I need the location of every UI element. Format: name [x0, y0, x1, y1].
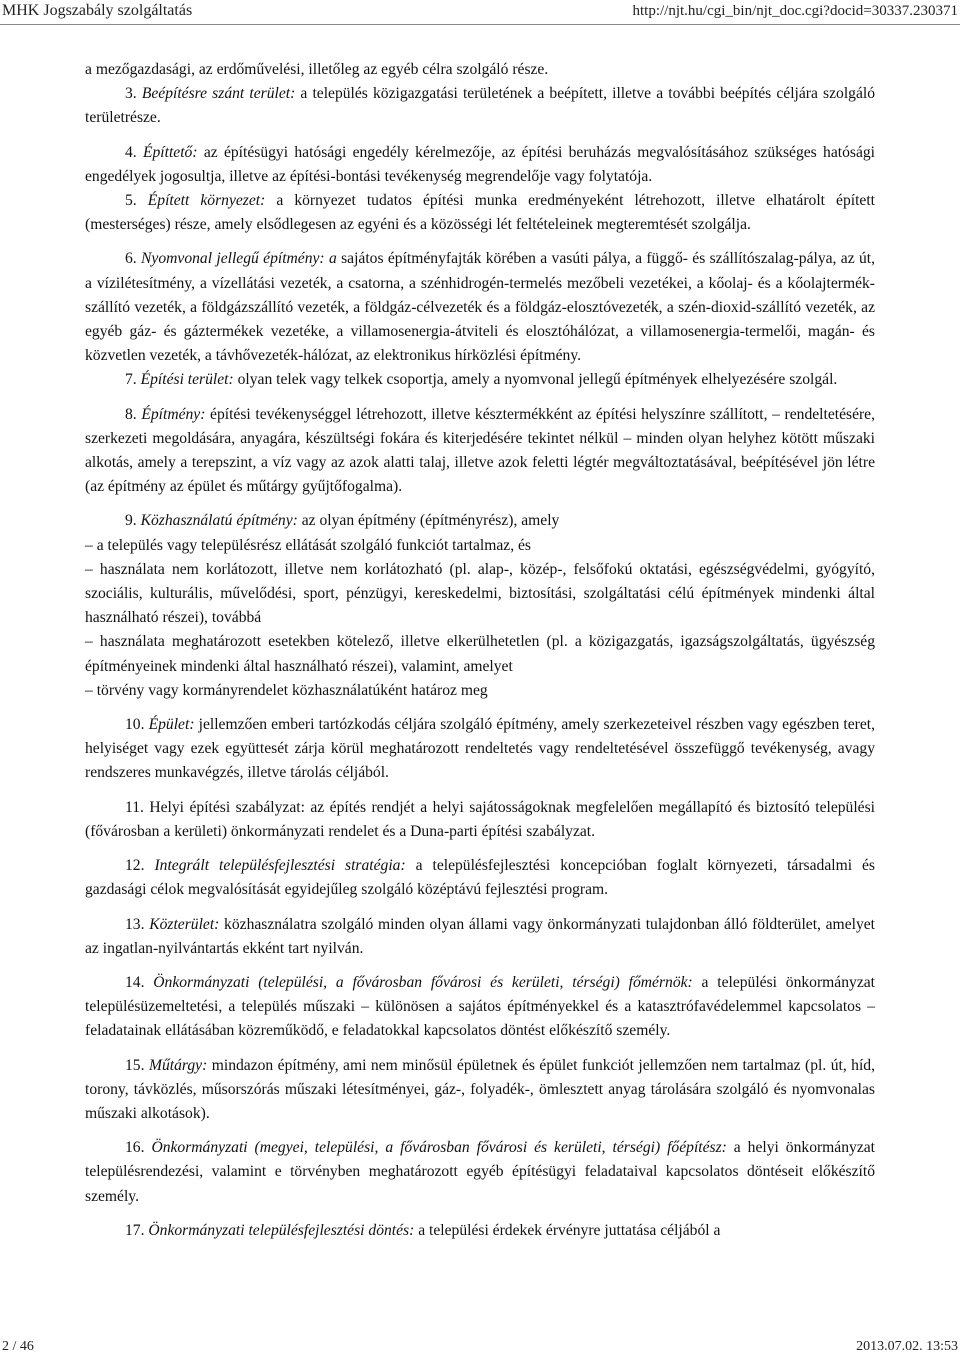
- document-body: [85, 58, 875, 1243]
- definition-5: 5. Épített környezet: a környezet tudatos építési munka eredményeként létrehozott, illetve elhatárolt épített (mesterséges) része, amely elsődlegesen az egyéni és a közösségi lét feltételeinek megteremtését szolgálja.: [85, 192, 875, 234]
- dash-item-2: – használata nem korlátozott, illetve nem korlátozható (pl. alap-, közép-, felsőfokú oktatási, egészségvédelmi, gyógyító, szociális, kulturális, művelődési, sport, pénzügyi, kereskedelmi, biztosítási, szolgáltatási célú építmények mindenki által használható részei), továbbá: [85, 560, 875, 627]
- definition-11: 11. Helyi építési szabályzat: az építés rendjét a helyi sajátosságoknak megfelelően megállapító és biztosító települési (fővárosban a kerületi) önkormányzati rendelet és a Duna-parti építési szabályzat.: [85, 798, 876, 840]
- term-3: Beépítésre szánt terület:: [141, 85, 296, 103]
- definition-3: 3. Beépítésre szánt terület: a település közigazgatási területének a beépített, illetve a további beépítés céljára szolgáló területrésze.: [85, 85, 876, 127]
- dash-item-4: – törvény vagy kormányrendelet közhasználatúként határoz meg: [85, 681, 488, 699]
- header-url: http://njt.hu/cgi_bin/njt_doc.cgi?docid=30337.230371: [632, 3, 958, 19]
- term-8: Építmény:: [141, 405, 206, 423]
- term-17: Önkormányzati településfejlesztési döntés:: [148, 1221, 415, 1239]
- definition-10: 10. Épület: jellemzően emberi tartózkodás céljára szolgáló építmény, amely szerkezeteivel részben vagy egészben teret, helyiséget vagy ezek együttesét zárja körül meghatározott rendeltetés vagy rendeltetésével összefüggő tevékenység, avagy rendszeres munkavégzés, illetve tárolás céljából.: [85, 716, 875, 782]
- term-5: Épített környezet:: [147, 192, 266, 210]
- definition-8: 8. Építmény: építési tevékenységgel létrehozott, illetve késztermékként az építési helyszínre szállított, – rendeltetésére, szerkezeti megoldására, anyagára, készültségi fokára és kiterjedésére tekintet nélkül – minden olyan helyhez kötött műszaki alkotás, amely a terepszint, a víz vagy az azok alatti talaj, illetve azok feletti légtér megváltoztatásával, beépítésével jön létre (az építmény az épület és műtárgy gyűjtőfogalma).: [85, 405, 875, 496]
- dash-item-3: – használata meghatározott esetekben kötelező, illetve elkerülhetetlen (pl. a közigazgatás, igazságszolgáltatás, ügyészség építményeinek mindenki által használható részei), valamint, amelyet: [85, 633, 875, 675]
- page-header: [0, 1, 960, 21]
- header-divider: [0, 24, 960, 25]
- paragraph-continuation: a mezőgazdasági, az erdőművelési, illetőleg az egyéb célra szolgáló része.: [85, 61, 549, 78]
- definition-17: 17. Önkormányzati településfejlesztési döntés: a települési érdekek érvényre juttatása céljából a: [125, 1221, 721, 1239]
- term-12: Integrált településfejlesztési stratégia:: [154, 857, 406, 875]
- definition-14: 14. Önkormányzati (települési, a fővárosban fővárosi és kerületi, térségi) főmérnök: a települési önkormányzat településüzemeltetési, a település műszaki – különösen a sajátos építményekkel és a katasztrófavédelemmel kapcsolatos – feladatainak ellátásában közreműködő, e feladatokkal kapcsolatos döntést előkészítő személy.: [85, 973, 875, 1040]
- term-14: Önkormányzati (települési, a fővárosban fővárosi és kerületi, térségi) főmérnök:: [153, 973, 693, 991]
- page-number: 2 / 46: [2, 1339, 34, 1354]
- term-9: Közhasználatú építmény:: [140, 512, 298, 530]
- term-16: Önkormányzati (megyei, települési, a fővárosban fővárosi és kerületi, térségi) főépítész:: [151, 1139, 727, 1157]
- term-13: Közterület:: [149, 915, 220, 933]
- term-7: Építési terület:: [140, 371, 234, 389]
- definition-6: 6. Nyomvonal jellegű építmény: a sajátos építményfajták körében a vasúti pálya, a függő- és szállítószalag-pálya, az út, a vízilétesítmény, a vízellátási vezeték, a csatorna, a szénhidrogén-termelés mezőbeli vezetékei, a kőolaj- és a kőolajtermék-szállító vezeték, a földgázszállító vezeték, a földgáz-célvezeték és a földgáz-elosztóvezeték, a szén-dioxid-szállító vezeték, az egyéb gáz- és gáztermékek vezetéke, a villamosenergia-átviteli és elosztóhálózat, a villamosenergia-termelői, magán- és közvetlen vezeték, a távhővezeték-hálózat, az elektronikus hírközlési építmény.: [85, 250, 875, 365]
- dash-item-1: – a település vagy településrész ellátását szolgáló funkciót tartalmaz, és: [85, 536, 531, 554]
- definition-13: 13. Közterület: közhasználatra szolgáló minden olyan állami vagy önkormányzati tulajdonban álló földterület, amelyet az ingatlan-nyilvántartás ekként tart nyilván.: [85, 915, 875, 957]
- term-15: Műtárgy:: [148, 1056, 208, 1074]
- definition-9: 9. Közhasználatú építmény: az olyan építmény (építményrész), amely: [125, 512, 560, 530]
- definition-16: 16. Önkormányzati (megyei, települési, a fővárosban fővárosi és kerületi, térségi) főépítész: a helyi önkormányzat településrendezési, valamint e törvényben meghatározott egyéb építésügyi feladataival kapcsolatos döntéseit előkészítő személy.: [85, 1139, 875, 1205]
- header-source: MHK Jogszabály szolgáltatás: [2, 2, 193, 19]
- term-6: Nyomvonal jellegű építmény: a: [141, 250, 337, 268]
- definition-4: 4. Építtető: az építésügyi hatósági engedély kérelmezője, az építési beruházás megvalósításához szükséges hatósági engedélyek jogosultja, illetve az építési-bontási tevékenység megrendelője vagy folytatója.: [85, 143, 875, 185]
- term-4: Építtető:: [142, 143, 198, 161]
- page-footer: [0, 1337, 960, 1357]
- definition-12: 12. Integrált településfejlesztési stratégia: a településfejlesztési koncepcióban foglalt környezeti, társadalmi és gazdasági célok megvalósítását egyidejűleg szolgáló középtávú fejlesztési program.: [85, 857, 875, 899]
- definition-7: 7. Építési terület: olyan telek vagy telkek csoportja, amely a nyomvonal jellegű építmények elhelyezésére szolgál.: [125, 371, 838, 389]
- definition-15: 15. Műtárgy: mindazon építmény, ami nem minősül épületnek és épület funkciót jellemzően nem tartalmaz (pl. út, híd, torony, távközlés, műsorszórás műszaki létesítményei, gáz-, folyadék-, ömlesztett anyag tárolására szolgáló és nyomvonalas műszaki alkotások).: [85, 1056, 875, 1122]
- term-10: Épület:: [148, 716, 195, 734]
- print-timestamp: 2013.07.02. 13:53: [856, 1339, 958, 1354]
